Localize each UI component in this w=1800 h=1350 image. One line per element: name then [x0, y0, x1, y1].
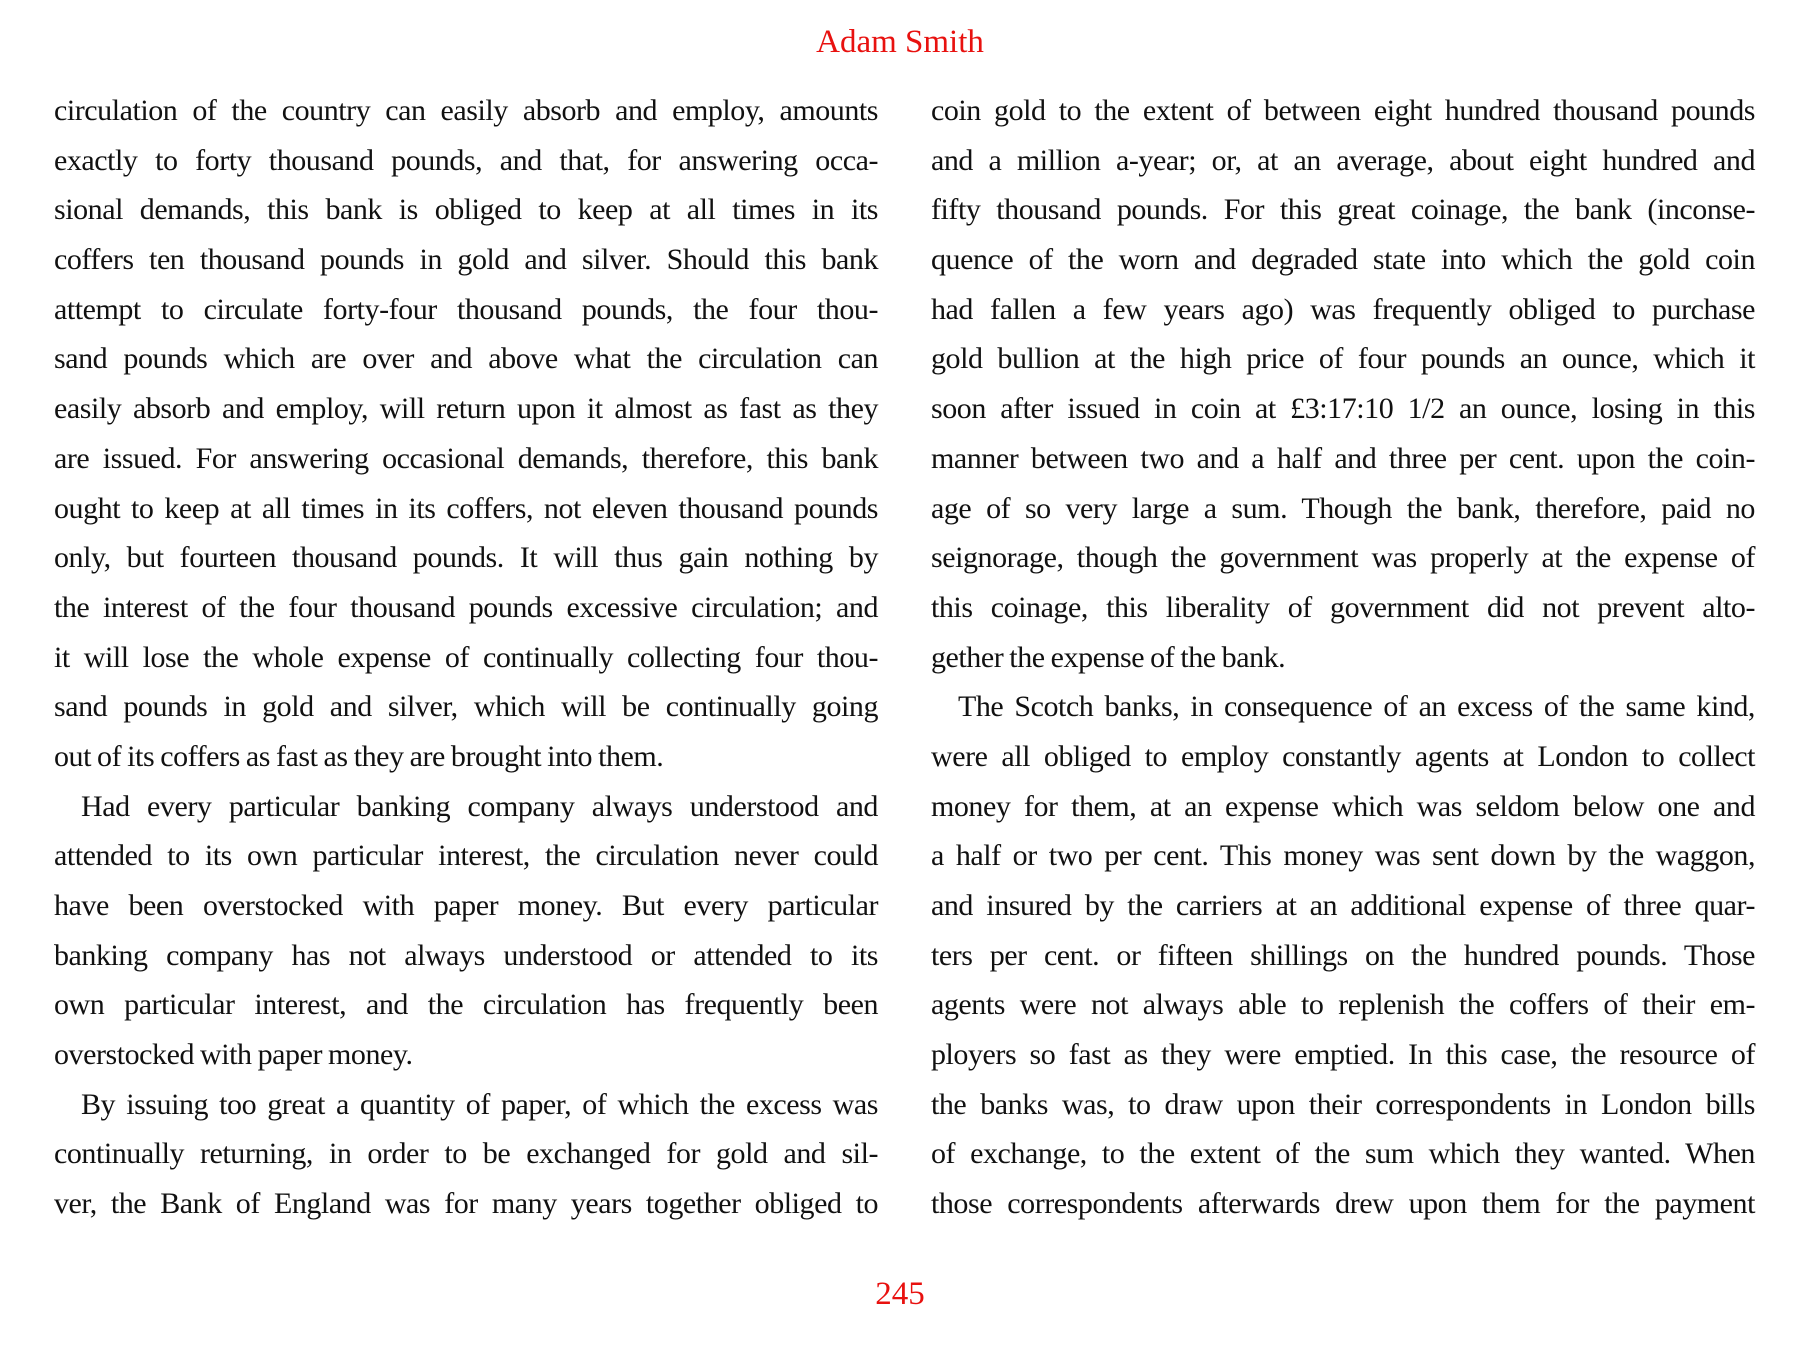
text-line: banking company has not always understood or attended to its [54, 938, 878, 972]
right-column [931, 86, 1755, 1229]
text-line: By issuing too great a quantity of paper, of which the excess was [81, 1087, 878, 1121]
text-line: overstocked with paper money. [54, 1038, 413, 1072]
text-line: easily absorb and employ, will return upon it almost as fast as they [54, 392, 878, 426]
text-line: soon after issued in coin at £3:17:10 1/2 an ounce, losing in this [931, 392, 1755, 426]
text-line: a half or two per cent. This money was sent down by the waggon, [931, 839, 1755, 873]
text-line: ters per cent. or fifteen shillings on the hundred pounds. Those [931, 938, 1755, 972]
text-line: the banks was, to draw upon their correspondents in London bills [931, 1087, 1755, 1121]
text-line: continually returning, in order to be exchanged for gold and sil- [54, 1137, 878, 1171]
text-line: own particular interest, and the circulation has frequently been [54, 988, 878, 1022]
text-line: coffers ten thousand pounds in gold and silver. Should this bank [54, 243, 878, 277]
text-line: of exchange, to the extent of the sum which they wanted. When [931, 1137, 1755, 1171]
text-line: agents were not always able to replenish the coffers of their em- [931, 988, 1755, 1022]
text-line: manner between two and a half and three per cent. upon the coin- [931, 441, 1755, 475]
text-line: exactly to forty thousand pounds, and that, for answering occa- [54, 143, 878, 177]
text-line: gether the expense of the bank. [931, 640, 1286, 674]
text-line: attempt to circulate forty-four thousand pounds, the four thou- [54, 292, 878, 326]
left-column [54, 86, 878, 1229]
text-line: the interest of the four thousand pounds excessive circulation; and [54, 590, 878, 624]
text-line: this coinage, this liberality of government did not prevent alto- [931, 590, 1755, 624]
text-line: quence of the worn and degraded state into which the gold coin [931, 243, 1755, 277]
text-line: fifty thousand pounds. For this great coinage, the bank (inconse- [931, 193, 1755, 227]
text-line: and insured by the carriers at an additional expense of three quar- [931, 889, 1755, 922]
text-line: are issued. For answering occasional demands, therefore, this bank [54, 441, 878, 475]
text-line: Had every particular banking company always understood and [81, 789, 878, 823]
text-line: seignorage, though the government was properly at the expense of [931, 541, 1755, 575]
text-line: coin gold to the extent of between eight hundred thousand pounds [931, 94, 1755, 127]
text-line: ver, the Bank of England was for many years together obliged to [54, 1187, 878, 1221]
page-number: 245 [875, 1276, 925, 1312]
text-line: attended to its own particular interest, the circulation never could [54, 839, 878, 873]
text-line: have been overstocked with paper money. But every particular [54, 889, 878, 922]
text-line: money for them, at an expense which was seldom below one and [931, 789, 1755, 823]
text-line: gold bullion at the high price of four pounds an ounce, which it [931, 342, 1755, 376]
text-line: ployers so fast as they were emptied. In this case, the resource of [931, 1038, 1755, 1072]
text-line: sand pounds which are over and above what the circulation can [54, 342, 878, 376]
text-line: were all obliged to employ constantly agents at London to collect [931, 739, 1755, 773]
running-header-author: Adam Smith [816, 24, 984, 60]
text-line: ought to keep at all times in its coffers, not eleven thousand pounds [54, 491, 878, 525]
text-line: sional demands, this bank is obliged to keep at all times in its [54, 193, 878, 227]
text-line: and a million a-year; or, at an average, about eight hundred and [931, 143, 1755, 177]
text-line: only, but fourteen thousand pounds. It will thus gain nothing by [54, 541, 878, 575]
text-line: sand pounds in gold and silver, which will be continually going [54, 690, 878, 724]
text-line: circulation of the country can easily absorb and employ, amounts [54, 94, 878, 127]
text-line: it will lose the whole expense of continually collecting four thou- [54, 640, 878, 674]
text-line: age of so very large a sum. Though the bank, therefore, paid no [931, 491, 1755, 525]
text-line: The Scotch banks, in consequence of an excess of the same kind, [958, 690, 1755, 724]
text-line: out of its coffers as fast as they are brought into them. [54, 739, 664, 773]
text-line: had fallen a few years ago) was frequently obliged to purchase [931, 292, 1755, 326]
text-line: those correspondents afterwards drew upon them for the payment [931, 1187, 1755, 1221]
